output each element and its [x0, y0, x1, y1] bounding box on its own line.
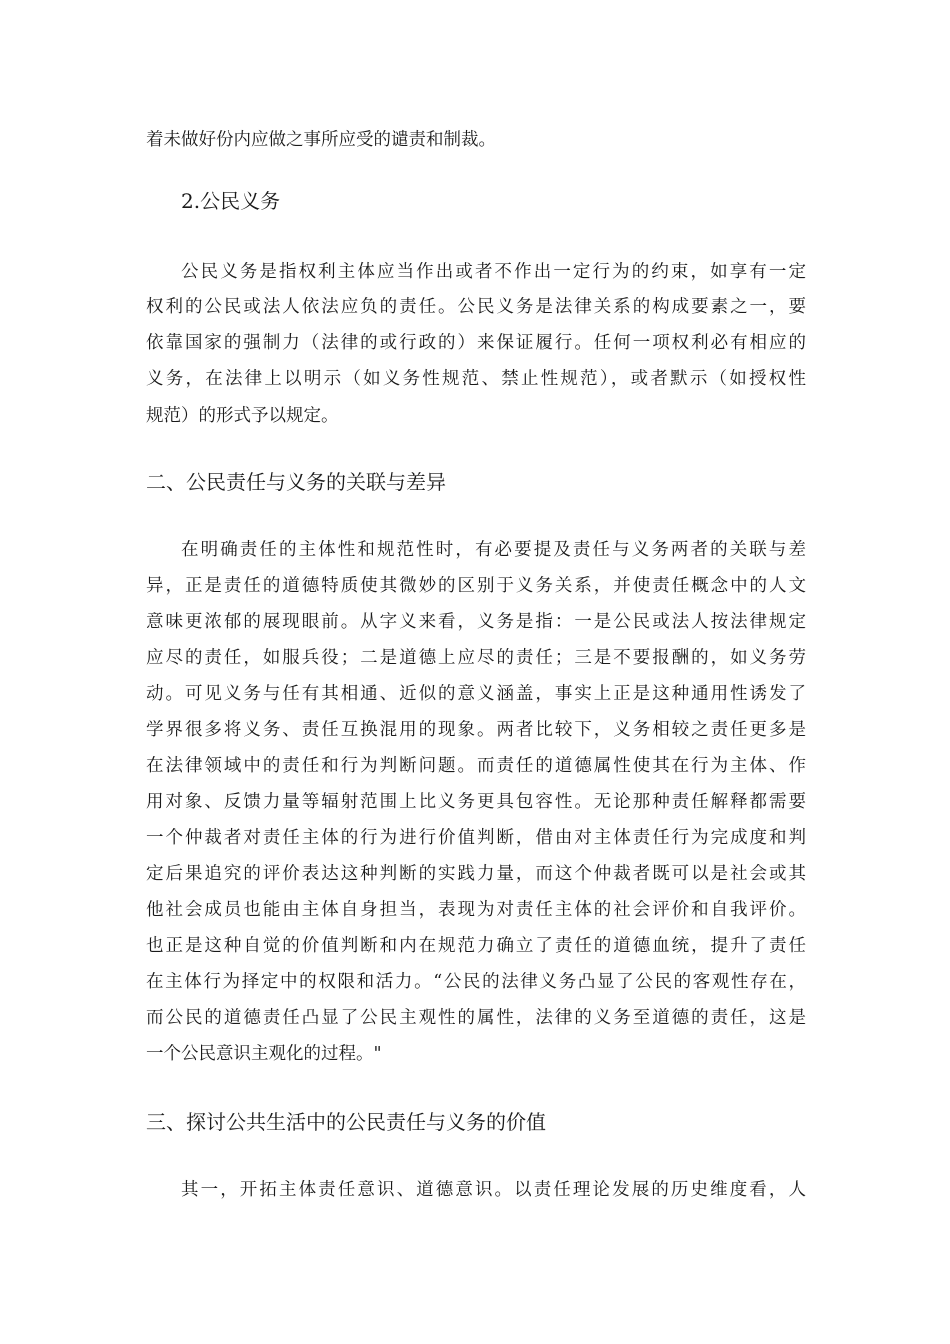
paragraph-line: 权利的公民或法人依法应负的责任。公民义务是法律关系的构成要素之一，要 — [146, 297, 806, 317]
paragraph-line: 在主体行为择定中的权限和活力。“公民的法律义务凸显了公民的客观性存在， — [146, 972, 806, 992]
paragraph-line: 规范）的形式予以规定。 — [146, 406, 339, 426]
paragraph-line: 应尽的责任，如服兵役；二是道德上应尽的责任；三是不要报酬的，如义务劳 — [146, 648, 806, 668]
paragraph-line: 着未做好份内应做之事所应受的谴责和制裁。 — [146, 130, 496, 150]
paragraph-line: 也正是这种自觉的价值判断和内在规范力确立了责任的道德血统，提升了责任 — [146, 936, 806, 956]
paragraph-line: 在明确责任的主体性和规范性时，有必要提及责任与义务两者的关联与差 — [181, 540, 806, 560]
paragraph-line: 其一，开拓主体责任意识、道德意识。以责任理论发展的历史维度看，人 — [181, 1180, 806, 1200]
paragraph-line: 公民义务是指权利主体应当作出或者不作出一定行为的约束，如享有一定 — [181, 262, 806, 282]
paragraph-line: 他社会成员也能由主体自身担当，表现为对责任主体的社会评价和自我评价。 — [146, 900, 806, 920]
paragraph-line: 动。可见义务与任有其相通、近似的意义涵盖，事实上正是这种通用性诱发了 — [146, 684, 806, 704]
paragraph-line: 异，正是责任的道德特质使其微妙的区别于义务关系，并使责任概念中的人文 — [146, 576, 806, 596]
paragraph-line: 意味更浓郁的展现眼前。从字义来看，义务是指：一是公民或法人按法律规定 — [146, 612, 806, 632]
paragraph-line: 依靠国家的强制力（法律的或行政的）来保证履行。任何一项权利必有相应的 — [146, 333, 806, 353]
paragraph-line: 在法律领域中的责任和行为判断问题。而责任的道德属性使其在行为主体、作 — [146, 756, 806, 776]
paragraph-line: 而公民的道德责任凸显了公民主观性的属性，法律的义务至道德的责任，这是 — [146, 1008, 806, 1028]
paragraph-line: 一个公民意识主观化的过程。" — [146, 1044, 382, 1064]
section-heading: 二、公民责任与义务的关联与差异 — [146, 470, 446, 494]
paragraph-line: 用对象、反馈力量等辐射范围上比义务更具包容性。无论那种责任解释都需要 — [146, 792, 806, 812]
paragraph-line: 学界很多将义务、责任互换混用的现象。两者比较下，义务相较之责任更多是 — [146, 720, 806, 740]
section-heading: 三、探讨公共生活中的公民责任与义务的价值 — [146, 1110, 546, 1134]
paragraph-line: 义务，在法律上以明示（如义务性规范、禁止性规范），或者默示（如授权性 — [146, 369, 806, 389]
paragraph-line: 一个仲裁者对责任主体的行为进行价值判断，借由对主体责任行为完成度和判 — [146, 828, 806, 848]
paragraph-line: 定后果追究的评价表达这种判断的实践力量，而这个仲裁者既可以是社会或其 — [146, 864, 806, 884]
subsection-title: 2.公民义务 — [181, 189, 281, 213]
